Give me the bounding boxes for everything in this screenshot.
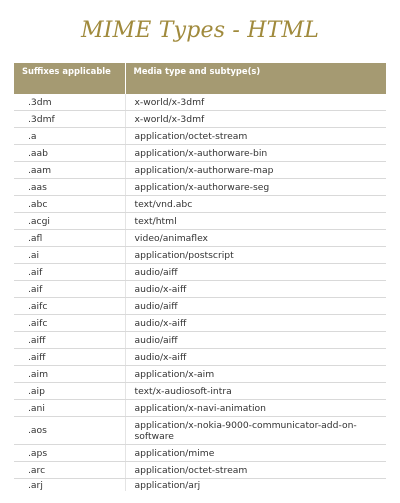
media-type-cell: application/arj xyxy=(134,479,201,491)
suffix-cell: .abc xyxy=(14,196,125,213)
mime-types-table xyxy=(14,63,386,491)
table-row xyxy=(14,162,386,179)
media-type-cell: audio/aiff xyxy=(125,298,386,315)
suffix-cell: .aiff xyxy=(14,349,125,366)
media-type-cell: application/octet-stream xyxy=(125,128,386,145)
media-type-cell: audio/x-aiff xyxy=(125,349,386,366)
suffix-cell: .aiff xyxy=(14,332,125,349)
media-type-cell: application/x-authorware-seg xyxy=(125,179,386,196)
media-type-cell: application/x-authorware-bin xyxy=(125,145,386,162)
suffix-cell: .aifc xyxy=(14,315,125,332)
suffix-cell: .aif xyxy=(14,281,125,298)
media-type-cell: audio/x-aiff xyxy=(125,281,386,298)
table-row xyxy=(14,383,386,400)
media-type-cell: x-world/x-3dmf xyxy=(125,111,386,128)
header-media-type: Media type and subtype(s) xyxy=(125,63,386,94)
table-row xyxy=(14,264,386,281)
table-row xyxy=(14,445,386,462)
suffix-cell: .3dmf xyxy=(14,111,125,128)
media-type-cell: application/postscript xyxy=(125,247,386,264)
table-row xyxy=(14,247,386,264)
table-row xyxy=(14,366,386,383)
media-type-cell: application/octet-stream xyxy=(125,462,386,479)
suffix-cell: .aos xyxy=(14,417,125,445)
suffix-cell: .aab xyxy=(14,145,125,162)
media-type-cell: application/x-navi-animation xyxy=(125,400,386,417)
suffix-cell: .ai xyxy=(14,247,125,264)
table-row xyxy=(14,179,386,196)
table-row xyxy=(14,281,386,298)
suffix-cell: .aifc xyxy=(14,298,125,315)
page-title: MIME Types - HTML xyxy=(80,18,320,43)
suffix-cell: .aas xyxy=(14,179,125,196)
suffix-cell: .aim xyxy=(14,366,125,383)
suffix-cell: .aip xyxy=(14,383,125,400)
media-type-cell: application/mime xyxy=(125,445,386,462)
media-type-cell: text/html xyxy=(125,213,386,230)
table-row xyxy=(14,298,386,315)
table-row xyxy=(14,128,386,145)
media-type-cell: video/animaflex xyxy=(125,230,386,247)
suffix-cell: .acgi xyxy=(14,213,125,230)
media-type-cell: audio/aiff xyxy=(125,332,386,349)
suffix-cell: .a xyxy=(14,128,125,145)
media-type-cell: application/x-authorware-map xyxy=(125,162,386,179)
table-body xyxy=(14,94,386,491)
media-type-cell: audio/aiff xyxy=(125,264,386,281)
media-type-cell: text/vnd.abc xyxy=(125,196,386,213)
media-type-cell: text/x-audiosoft-intra xyxy=(125,383,386,400)
suffix-cell: .3dm xyxy=(14,94,125,111)
suffix-cell: .aif xyxy=(14,264,125,281)
table-row xyxy=(14,94,386,111)
table-row xyxy=(14,400,386,417)
suffix-cell: .arj xyxy=(14,479,125,492)
suffix-cell: .aam xyxy=(14,162,125,179)
table-row xyxy=(14,145,386,162)
suffix-cell: .afl xyxy=(14,230,125,247)
suffix-cell: .aps xyxy=(14,445,125,462)
table-row xyxy=(14,111,386,128)
suffix-cell: .arc xyxy=(14,462,125,479)
table-row xyxy=(14,462,386,479)
media-type-cell: application/x-aim xyxy=(125,366,386,383)
header-suffixes: Suffixes applicable xyxy=(14,63,125,94)
table-row xyxy=(14,417,386,445)
table-row xyxy=(14,332,386,349)
table-row xyxy=(14,349,386,366)
media-type-cell: application/x-nokia-9000-communicator-add-on-software xyxy=(125,417,386,445)
table-header xyxy=(14,63,386,94)
media-type-cell: x-world/x-3dmf xyxy=(125,94,386,111)
table-row xyxy=(14,213,386,230)
table-row xyxy=(14,230,386,247)
table-row xyxy=(14,315,386,332)
table-row xyxy=(14,479,386,492)
media-type-cell: audio/x-aiff xyxy=(125,315,386,332)
table-row xyxy=(14,196,386,213)
suffix-cell: .ani xyxy=(14,400,125,417)
